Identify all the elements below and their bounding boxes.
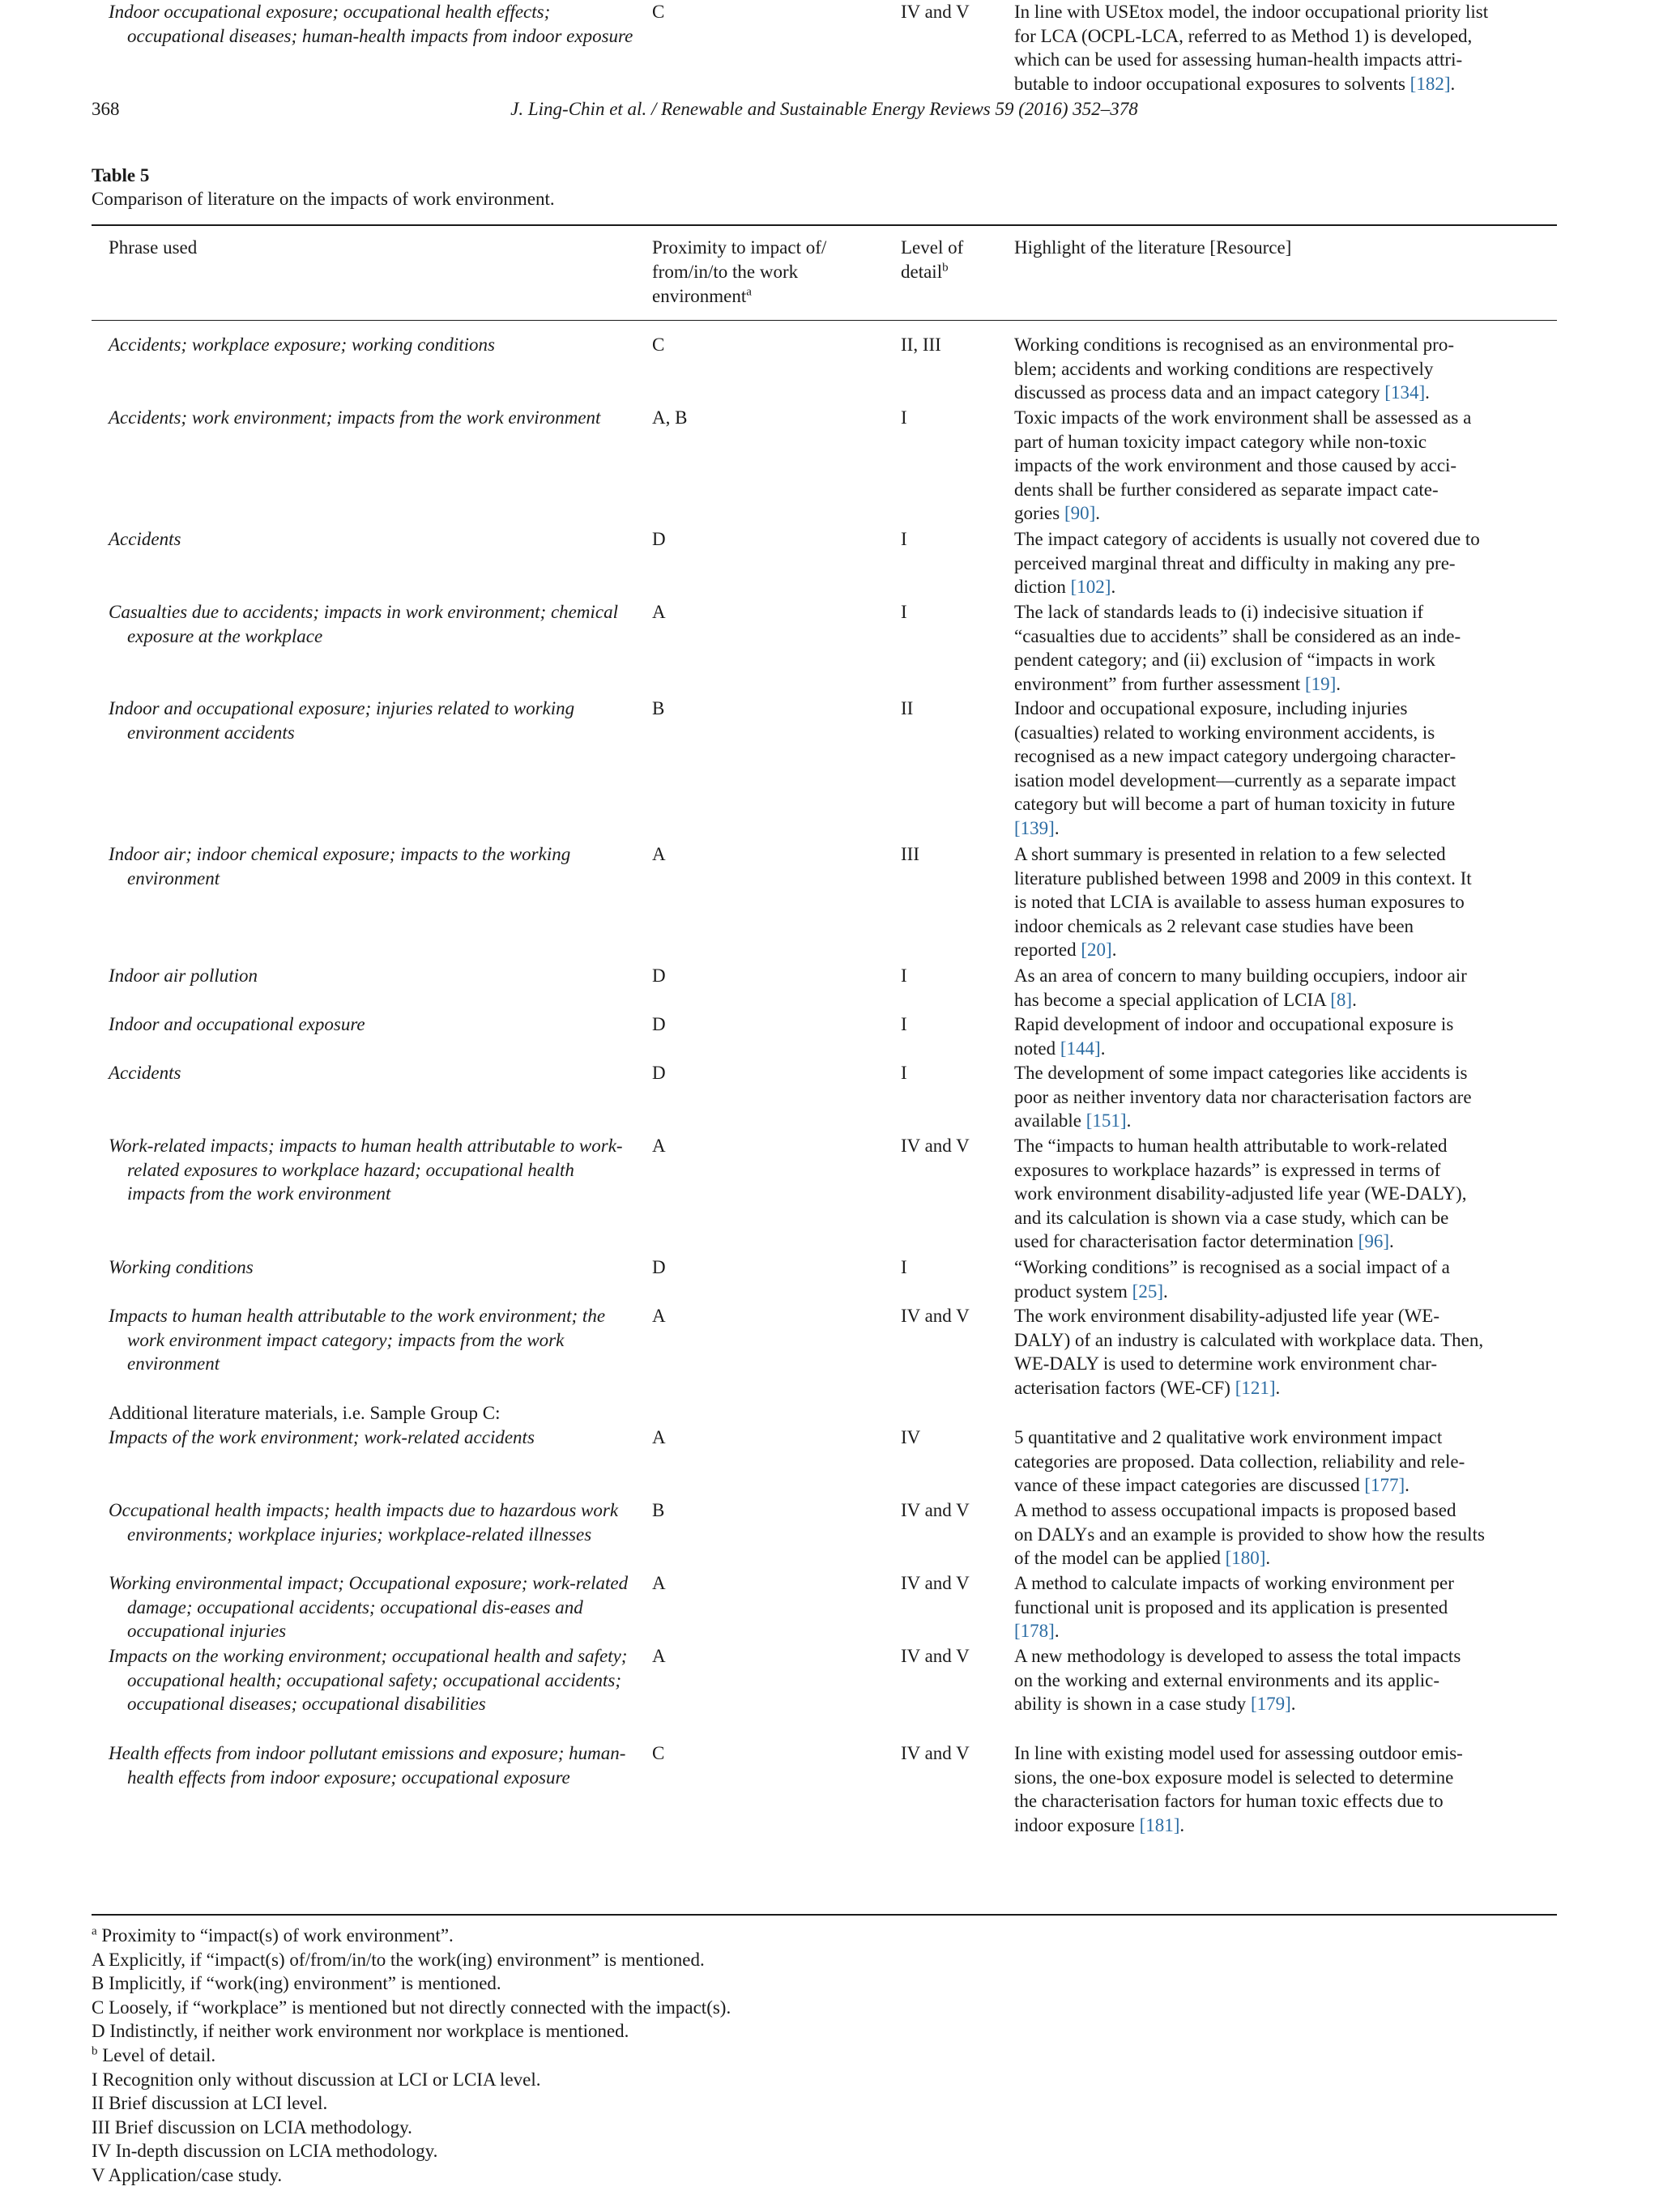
proximity-cell: A, B <box>652 407 688 428</box>
proximity-cell: A <box>652 1573 666 1593</box>
level-cell: IV and V <box>901 1136 970 1156</box>
column-header-proximity: Proximity to impact of/ from/in/to the work environment$^a$ <box>652 237 827 306</box>
level-cell: IV and V <box>901 1500 970 1520</box>
table-label: Table 5 <box>92 165 150 185</box>
phrase-text: Working conditions <box>109 1257 254 1277</box>
proximity-cell: D <box>652 1257 666 1277</box>
highlight-text: functional unit is proposed and its application is presented <box>1014 1596 1448 1617</box>
highlight-text: on the working and external environments and its applic- <box>1014 1669 1440 1690</box>
highlight-text: WE-DALY is used to determine work environment char- <box>1014 1353 1438 1375</box>
highlight-cell: “Working conditions” is recognised as a social impact of a product system [25]. <box>1014 1257 1450 1302</box>
highlight-text: exposures to workplace hazards” is expressed in terms of <box>1014 1159 1441 1180</box>
footnote-B: B Implicitly, if “work(ing) environment” is mentioned. <box>92 1973 501 1994</box>
highlight-text: vance of these impact categories are discussed <box>1014 1475 1365 1496</box>
phrase-text: Accidents <box>109 529 181 549</box>
phrase-text: Accidents; workplace exposure; working conditions <box>109 335 495 355</box>
reference-link[interactable]: [25] <box>1132 1281 1163 1302</box>
level-cell: IV <box>901 1427 921 1447</box>
reference-link[interactable]: [90] <box>1064 503 1096 524</box>
reference-link[interactable]: [96] <box>1358 1231 1389 1252</box>
highlight-text: pendent category; and (ii) exclusion of “impacts in work <box>1014 650 1435 671</box>
reference-link[interactable]: [179] <box>1250 1694 1291 1715</box>
highlight-text: of the model can be applied <box>1014 1548 1226 1569</box>
phrase-text: Indoor and occupational exposure; injuries related to working environment accidents <box>109 698 575 743</box>
highlight-cell: The impact category of accidents is usually not covered due to perceived marginal threat and difficulty in making any pre- diction [102]. <box>1014 529 1480 598</box>
phrase-cell <box>109 0 635 48</box>
highlight-cell: In line with USEtox model, the indoor occupational priority list for LCA (OCPL-LCA, referred to as Method 1) is developed, which can be used for assessing human-health impacts attri- butable to indoor occupational exposures to solvents [182]. <box>1014 2 1489 94</box>
highlight-text: which can be used for assessing human-health impacts attri- <box>1014 49 1463 70</box>
reference-link[interactable]: [180] <box>1225 1548 1266 1569</box>
highlight-text: available <box>1014 1110 1086 1132</box>
footnote-A: A Explicitly, if “impact(s) of/from/in/to the work(ing) environment” is mentioned. <box>92 1949 705 1970</box>
level-cell: IV and V <box>901 1306 970 1326</box>
level-cell: I <box>901 1014 907 1034</box>
highlight-text: The impact category of accidents is usually not covered due to <box>1014 529 1480 549</box>
highlight-text: Working conditions is recognised as an environmental pro- <box>1014 335 1454 355</box>
highlight-text: diction <box>1014 577 1071 598</box>
level-cell: IV and V <box>901 1743 970 1763</box>
level-cell: II, III <box>901 335 941 355</box>
level-cell: IV and V <box>901 2 970 22</box>
proximity-cell: A <box>652 1646 666 1666</box>
highlight-text: isation model development—currently as a separate impact <box>1014 769 1456 791</box>
highlight-text: perceived marginal threat and difficulty in making any pre- <box>1014 552 1456 573</box>
proximity-cell: C <box>652 335 665 355</box>
highlight-cell: Indoor and occupational exposure, including injuries (casualties) related to working environment accidents, is recognised as a new impact category undergoing character- isation model development—currently as a separate impact category but will become a part of human toxicity in future [139]. <box>1014 698 1456 838</box>
phrase-cell <box>109 1426 635 1450</box>
proximity-cell: D <box>652 965 666 986</box>
level-cell: I <box>901 1257 907 1277</box>
table-bottom-rule <box>92 1914 1557 1916</box>
level-cell: I <box>901 965 907 986</box>
footnote-D: D Indistinctly, if neither work environment nor workplace is mentioned. <box>92 2021 629 2042</box>
highlight-cell: The development of some impact categories like accidents is poor as neither inventory data nor characterisation factors are available [151]. <box>1014 1063 1472 1132</box>
phrase-text: Working environmental impact; Occupational exposure; work-related damage; occupational accidents; occupational dis-eases and occupational injuries <box>109 1573 629 1642</box>
phrase-text: Indoor air pollution <box>109 965 258 986</box>
table-top-rule <box>92 224 1557 226</box>
proximity-cell: D <box>652 1014 666 1034</box>
footnote-IV: IV In-depth discussion on LCIA methodology. <box>92 2141 438 2162</box>
proximity-cell: A <box>652 602 666 622</box>
highlight-cell: A new methodology is developed to assess the total impacts on the working and external environments and its applic- ability is shown in a case study [179]. <box>1014 1646 1461 1715</box>
highlight-text: discussed as process data and an impact category <box>1014 382 1385 403</box>
highlight-cell: Working conditions is recognised as an environmental pro- blem; accidents and working conditions are respectively discussed as process data and an impact category [134]. <box>1014 335 1454 403</box>
table-footnotes <box>92 1924 731 2188</box>
phrase-cell <box>109 1571 635 1643</box>
highlight-text: part of human toxicity impact category while non-toxic <box>1014 431 1427 452</box>
phrase-cell <box>109 1741 635 1789</box>
reference-link[interactable]: [121] <box>1235 1377 1276 1398</box>
highlight-text: for LCA (OCPL-LCA, referred to as Method 1) is developed, <box>1014 25 1473 46</box>
highlight-text: category but will become a part of human toxicity in future <box>1014 794 1456 815</box>
highlight-text: and its calculation is shown via a case study, which can be <box>1014 1207 1449 1228</box>
highlight-text: reported <box>1014 940 1081 961</box>
reference-link[interactable]: [182] <box>1410 73 1451 94</box>
proximity-cell: B <box>652 1500 665 1520</box>
phrase-text: Work-related impacts; impacts to human health attributable to work-related exposures to workplace hazard; occupational health impacts from the work environment <box>109 1136 623 1204</box>
highlight-text: literature published between 1998 and 2009 in this context. It <box>1014 867 1472 889</box>
highlight-text: The lack of standards leads to (i) indecisive situation if <box>1014 602 1424 622</box>
highlight-text: has become a special application of LCIA <box>1014 989 1331 1010</box>
reference-link[interactable]: [151] <box>1085 1110 1127 1132</box>
proximity-cell: B <box>652 698 665 718</box>
reference-link[interactable]: [177] <box>1364 1475 1405 1496</box>
phrase-text: Indoor air; indoor chemical exposure; impacts to the working environment <box>109 844 571 889</box>
footnote-II: II Brief discussion at LCI level. <box>92 2093 328 2114</box>
highlight-text: sions, the one-box exposure model is selected to determine <box>1014 1767 1454 1788</box>
highlight-text: Toxic impacts of the work environment shall be assessed as a <box>1014 407 1472 428</box>
reference-link[interactable]: [178] <box>1014 1621 1055 1642</box>
footnote-I: I Recognition only without discussion at LCI or LCIA level. <box>92 2069 541 2090</box>
highlight-cell: Rapid development of indoor and occupational exposure is noted [144]. <box>1014 1014 1454 1059</box>
highlight-text: environment” from further assessment <box>1014 673 1305 694</box>
phrase-cell <box>109 1012 635 1037</box>
proximity-cell: C <box>652 2 665 22</box>
highlight-text: The “impacts to human health attributable to work-related <box>1014 1136 1448 1156</box>
level-cell: I <box>901 602 907 622</box>
reference-link[interactable]: [181] <box>1139 1814 1180 1835</box>
phrase-cell <box>109 333 635 357</box>
highlight-text: “Working conditions” is recognised as a social impact of a <box>1014 1257 1450 1277</box>
highlight-cell: The work environment disability-adjusted life year (WE- DALY) of an industry is calculated with workplace data. Then, WE-DALY is used to determine work environment char- acterisation factors (WE-CF) [121]. <box>1014 1306 1484 1398</box>
reference-link[interactable]: [20] <box>1081 940 1112 961</box>
footnote-C: C Loosely, if “workplace” is mentioned but not directly connected with the impact(s). <box>92 1997 731 2018</box>
highlight-text: product system <box>1014 1281 1132 1302</box>
highlight-text: Rapid development of indoor and occupational exposure is <box>1014 1014 1454 1034</box>
highlight-text: The development of some impact categories like accidents is <box>1014 1063 1468 1083</box>
highlight-text: As an area of concern to many building occupiers, indoor air <box>1014 965 1467 986</box>
highlight-text: In line with USEtox model, the indoor occupational priority list <box>1014 2 1489 22</box>
highlight-text: 5 quantitative and 2 qualitative work environment impact <box>1014 1427 1443 1447</box>
phrase-cell <box>109 964 635 988</box>
phrase-text: Indoor and occupational exposure <box>109 1014 365 1034</box>
highlight-text: “casualties due to accidents” shall be considered as an inde- <box>1014 625 1461 646</box>
highlight-text: acterisation factors (WE-CF) <box>1014 1377 1235 1398</box>
level-cell: I <box>901 1063 907 1083</box>
proximity-cell: A <box>652 1136 666 1156</box>
phrase-text: Impacts of the work environment; work-related accidents <box>109 1427 535 1447</box>
highlight-text: is noted that LCIA is available to assess human exposures to <box>1014 892 1465 913</box>
level-cell: I <box>901 529 907 549</box>
highlight-cell: As an area of concern to many building occupiers, indoor air has become a special application of LCIA [8]. <box>1014 965 1467 1010</box>
highlight-text: The work environment disability-adjusted life year (WE- <box>1014 1306 1439 1326</box>
phrase-text: Indoor occupational exposure; occupational health effects; occupational diseases; human-health impacts from indoor exposure <box>109 2 633 46</box>
highlight-text: impacts of the work environment and those caused by acci- <box>1014 455 1457 476</box>
reference-link[interactable]: [139] <box>1014 817 1055 838</box>
table-caption: Comparison of literature on the impacts of work environment. <box>92 189 555 209</box>
phrase-cell <box>109 1061 635 1085</box>
highlight-text: blem; accidents and working conditions are respectively <box>1014 358 1434 379</box>
reference-link[interactable]: [19] <box>1304 673 1337 694</box>
phrase-text: Impacts to human health attributable to the work environment; the work environment impact category; impacts from the work environment <box>109 1306 606 1375</box>
highlight-text: DALY) of an industry is calculated with workplace data. Then, <box>1014 1329 1484 1350</box>
table-header-rule <box>92 320 1557 321</box>
highlight-text: work environment disability-adjusted life year (WE-DALY), <box>1014 1183 1467 1204</box>
highlight-cell: 5 quantitative and 2 qualitative work environment impact categories are proposed. Data collection, reliability and rele- vance of these impact categories are discussed [177]. <box>1014 1427 1465 1496</box>
phrase-text: Accidents; work environment; impacts from the work environment <box>109 407 601 428</box>
phrase-cell <box>109 406 635 430</box>
highlight-text: (casualties) related to working environment accidents, is <box>1014 722 1435 743</box>
highlight-text: used for characterisation factor determination <box>1014 1231 1358 1252</box>
proximity-cell: A <box>652 1306 666 1326</box>
highlight-cell: In line with existing model used for assessing outdoor emis- sions, the one-box exposure model is selected to determine the characterisation factors for human toxic effects due to indoor exposure [181]. <box>1014 1743 1463 1835</box>
proximity-cell: D <box>652 1063 666 1083</box>
highlight-text: gories <box>1014 503 1064 524</box>
highlight-cell: A method to calculate impacts of working environment per functional unit is proposed and its application is presented [178]. <box>1014 1573 1454 1642</box>
page-header <box>92 99 1557 125</box>
level-cell: I <box>901 407 907 428</box>
highlight-text: indoor exposure <box>1014 1814 1140 1835</box>
highlight-text: A short summary is presented in relation to a few selected <box>1014 844 1446 864</box>
highlight-text: poor as neither inventory data nor characterisation factors are <box>1014 1086 1472 1107</box>
phrase-cell <box>109 1498 635 1546</box>
proximity-cell: A <box>652 1427 666 1447</box>
highlight-cell: A method to assess occupational impacts is proposed based on DALYs and an example is provided to show how the results of the model can be applied [180]. <box>1014 1500 1485 1569</box>
highlight-cell: The lack of standards leads to (i) indecisive situation if “casualties due to accidents” shall be considered as an inde- pendent category; and (ii) exclusion of “impacts in work environment” from further assessment [19]. <box>1014 602 1461 694</box>
phrase-cell <box>109 697 635 744</box>
highlight-text: recognised as a new impact category undergoing character- <box>1014 746 1456 767</box>
footnote-b: $^b$ Level of detail. <box>92 2044 216 2065</box>
column-header-level: Level of detail$^b$ <box>901 237 964 282</box>
column-header-phrase: Phrase used <box>109 237 198 258</box>
highlight-text: A method to calculate impacts of working environment per <box>1014 1573 1454 1593</box>
level-cell: IV and V <box>901 1573 970 1593</box>
phrase-cell <box>109 1134 635 1206</box>
highlight-text: A new methodology is developed to assess the total impacts <box>1014 1646 1461 1666</box>
phrase-cell <box>109 527 635 552</box>
proximity-cell: D <box>652 529 666 549</box>
footnote-III: III Brief discussion on LCIA methodology. <box>92 2116 412 2137</box>
phrase-text: Casualties due to accidents; impacts in work environment; chemical exposure at the workplace <box>109 602 618 646</box>
reference-link[interactable]: [102] <box>1070 577 1111 598</box>
phrase-text: Accidents <box>109 1063 181 1083</box>
highlight-text: ability is shown in a case study <box>1014 1694 1251 1715</box>
phrase-cell <box>109 1304 635 1376</box>
highlight-cell: A short summary is presented in relation to a few selected literature published between 1998 and 2009 in this context. It is noted that LCIA is available to assess human exposures to indoor chemicals as 2 relevant case studies have been reported [20]. <box>1014 844 1472 961</box>
proximity-cell: A <box>652 844 666 864</box>
highlight-text: In line with existing model used for assessing outdoor emis- <box>1014 1743 1463 1763</box>
phrase-cell <box>109 1255 635 1280</box>
level-cell: IV and V <box>901 1646 970 1666</box>
footnote-a: $^a$ Proximity to “impact(s) of work environment”. <box>92 1924 454 1946</box>
level-cell: III <box>901 844 919 864</box>
highlight-text: the characterisation factors for human toxic effects due to <box>1014 1791 1444 1812</box>
phrase-cell <box>109 1644 635 1716</box>
proximity-cell: C <box>652 1743 665 1763</box>
level-cell: II <box>901 698 914 718</box>
highlight-cell: Toxic impacts of the work environment shall be assessed as a part of human toxicity impact category while non-toxic impacts of the work environment and those caused by acci- dents shall be further considered as separate impact cate- gories [90]. <box>1014 407 1472 524</box>
reference-link[interactable]: [144] <box>1060 1038 1101 1059</box>
running-head: J. Ling-Chin et al. / Renewable and Sustainable Energy Reviews 59 (2016) 352–378 <box>510 99 1138 119</box>
highlight-text: indoor chemicals as 2 relevant case studies have been <box>1014 915 1414 936</box>
phrase-cell <box>109 600 635 648</box>
phrase-text: Impacts on the working environment; occupational health and safety; occupational health; occupational safety; occupational accidents; occupational diseases; occupational disabilities <box>109 1646 628 1715</box>
highlight-text: dents shall be further considered as separate impact cate- <box>1014 479 1439 500</box>
phrase-cell <box>109 842 635 890</box>
highlight-text: on DALYs and an example is provided to show how the results <box>1014 1524 1485 1545</box>
reference-link[interactable]: [134] <box>1384 382 1426 403</box>
page-number: 368 <box>92 99 120 119</box>
highlight-text: categories are proposed. Data collection, reliability and rele- <box>1014 1451 1465 1472</box>
section-header: Additional literature materials, i.e. Sample Group C: <box>109 1403 501 1423</box>
phrase-text: Occupational health impacts; health impacts due to hazardous work environments; workplace injuries; workplace-related illnesses <box>109 1500 619 1545</box>
highlight-text: A method to assess occupational impacts is proposed based <box>1014 1500 1456 1520</box>
highlight-text: noted <box>1014 1038 1060 1059</box>
reference-link[interactable]: [8] <box>1330 989 1353 1010</box>
highlight-text: Indoor and occupational exposure, including injuries <box>1014 698 1408 718</box>
highlight-cell: The “impacts to human health attributable to work-related exposures to workplace hazards” is expressed in terms of work environment disability-adjusted life year (WE-DALY), and its calculation is shown via a case study, which can be used for characterisation factor determination [96]. <box>1014 1136 1467 1252</box>
phrase-text: Health effects from indoor pollutant emissions and exposure; human-health effects from indoor exposure; occupational exposure <box>109 1743 626 1788</box>
column-header-highlight: Highlight of the literature [Resource] <box>1014 237 1292 258</box>
highlight-text: butable to indoor occupational exposures to solvents <box>1014 73 1410 94</box>
footnote-V: V Application/case study. <box>92 2164 283 2185</box>
